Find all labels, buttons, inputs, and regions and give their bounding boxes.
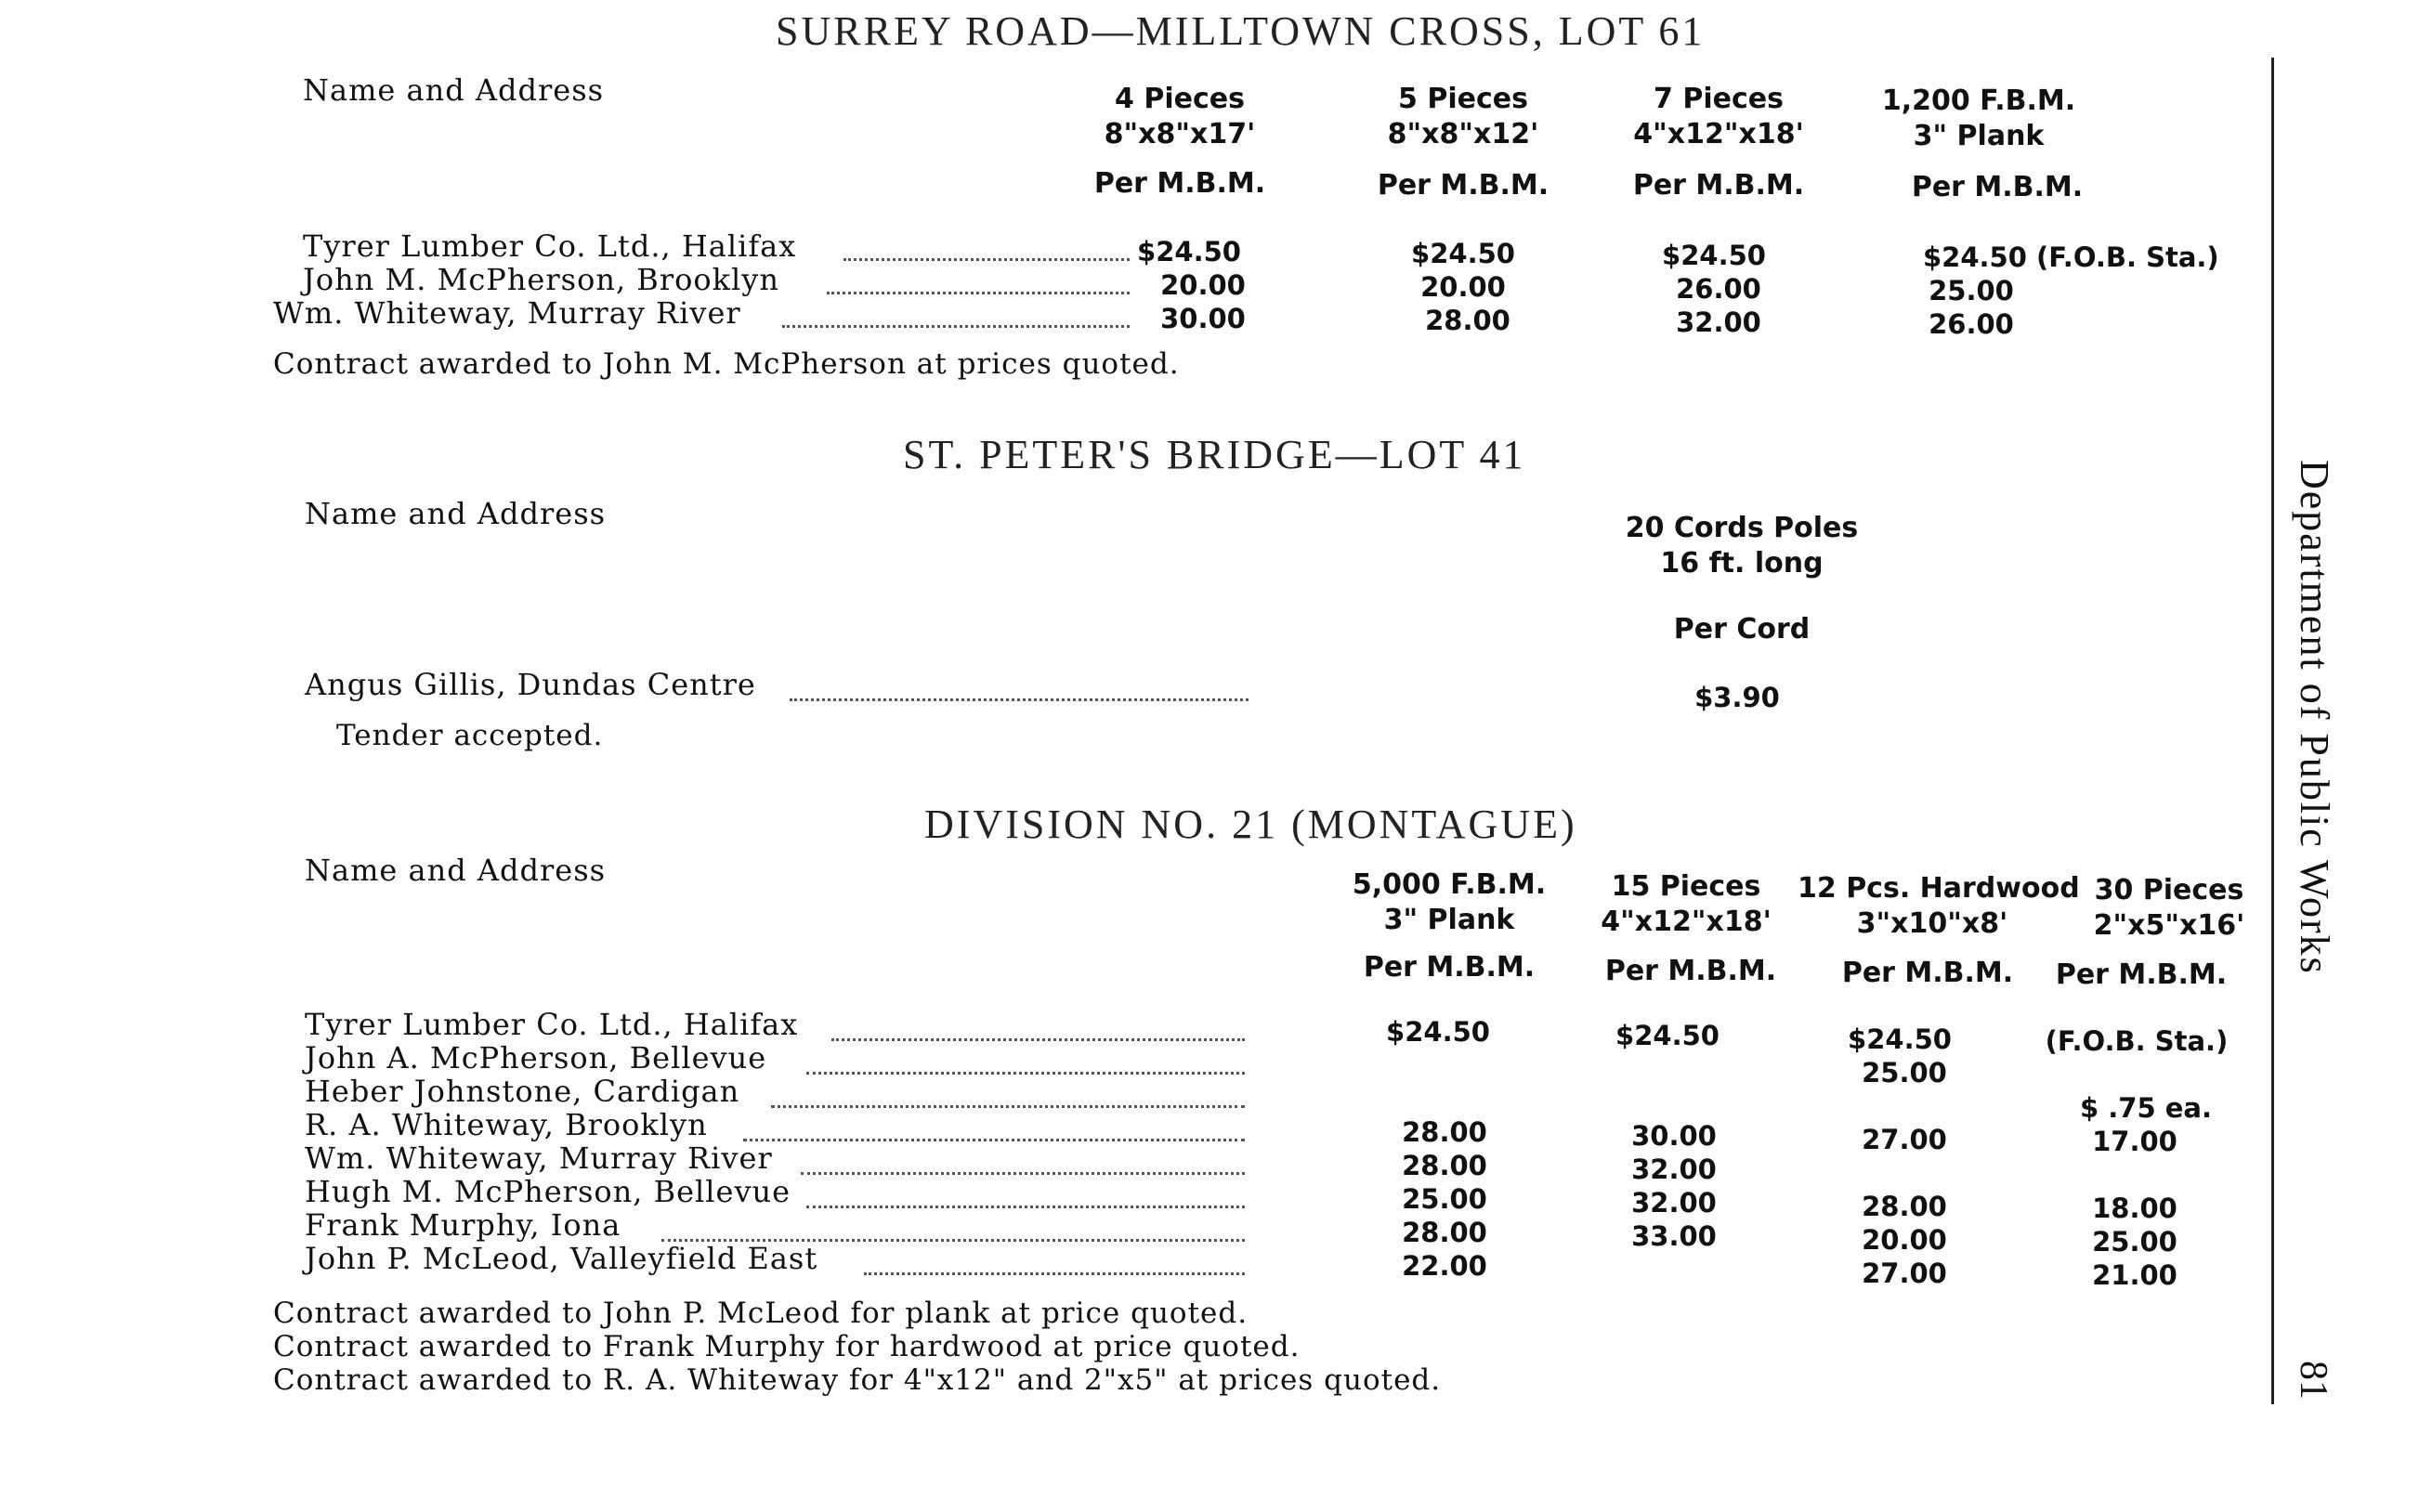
award-note: Tender accepted. [336, 719, 604, 752]
bid-value: 20.00 [1862, 1224, 1947, 1256]
name-address-header: Name and Address [305, 496, 607, 531]
bidder-name: R. A. Whiteway, Brooklyn [305, 1107, 708, 1142]
bidder-name: Tyrer Lumber Co. Ltd., Halifax [303, 228, 797, 264]
column-header [1867, 84, 2090, 154]
bid-value: $24.50 [1411, 238, 1515, 269]
column-header-line1: 20 Cords Poles [1625, 512, 1859, 544]
column-header [1575, 869, 1798, 940]
column-header-line1: 1,200 F.B.M. [1881, 85, 2076, 117]
bid-value: 25.00 [1862, 1057, 1947, 1088]
bid-value: 32.00 [1631, 1154, 1717, 1185]
running-head-title: Department of Public Works [2292, 460, 2337, 975]
column-unit: Per M.B.M. [2055, 958, 2228, 991]
bid-value: $3.90 [1694, 682, 1780, 713]
column-unit: Per M.B.M. [1632, 169, 1805, 202]
column-header-line1: 5 Pieces [1398, 83, 1528, 115]
bid-value: 25.00 [1402, 1183, 1487, 1215]
column-header-line2: 16 ft. long [1660, 547, 1824, 580]
column-header-line2: 4"x12"x18' [1601, 906, 1772, 938]
bid-value: 26.00 [1676, 273, 1761, 305]
column-header [1361, 82, 1565, 152]
bidder-name: Wm. Whiteway, Murray River [273, 295, 741, 331]
bid-value: 26.00 [1929, 308, 2014, 340]
bid-value: 20.00 [1420, 271, 1506, 303]
column-unit: Per M.B.M. [1841, 957, 2014, 989]
bid-value: 25.00 [2092, 1226, 2177, 1258]
column-unit: Per M.B.M. [1911, 171, 2084, 203]
section-title-division-21: DIVISION NO. 21 (MONTAGUE) [924, 802, 1577, 847]
bidder-name: John P. McLeod, Valleyfield East [305, 1241, 818, 1276]
name-address-header: Name and Address [303, 72, 605, 108]
bidder-name: Tyrer Lumber Co. Ltd., Halifax [305, 1007, 799, 1042]
margin-rule [2271, 58, 2274, 1404]
bid-value: $24.50 [1662, 240, 1766, 271]
bidder-name: John M. McPherson, Brooklyn [303, 262, 779, 297]
bid-value: $24.50 [1848, 1023, 1952, 1055]
column-header-line1: 12 Pcs. Hardwood [1798, 872, 2080, 905]
page-number: 81 [2292, 1361, 2334, 1400]
award-note: Contract awarded to John M. McPherson at prices quoted. [273, 347, 1180, 381]
column-header-line1: 4 Pieces [1115, 83, 1245, 115]
column-header [1798, 871, 2080, 942]
award-note: Contract awarded to R. A. Whiteway for 4"x12" and 2"x5" at prices quoted. [273, 1363, 1442, 1397]
column-header [1621, 511, 1863, 581]
column-header-line2: 8"x8"x12' [1387, 118, 1539, 150]
bid-value: 28.00 [1402, 1116, 1487, 1148]
section-title-surrey-road: SURREY ROAD—MILLTOWN CROSS, LOT 61 [776, 8, 1706, 54]
column-header-line2: 3" Plank [1383, 904, 1515, 936]
bid-value: 32.00 [1631, 1187, 1717, 1219]
name-address-header: Name and Address [305, 853, 607, 888]
dot-leader [782, 325, 1130, 328]
bid-value: 30.00 [1160, 303, 1246, 334]
bid-value: 22.00 [1402, 1250, 1487, 1282]
bidder-name: Hugh M. McPherson, Bellevue [305, 1174, 791, 1209]
column-header [1078, 82, 1282, 152]
dot-leader [864, 1272, 1245, 1275]
column-header [1342, 867, 1556, 938]
bidder-name: Heber Johnstone, Cardigan [305, 1074, 740, 1109]
dot-leader [771, 1105, 1245, 1108]
bid-value: 17.00 [2092, 1126, 2177, 1157]
column-unit: Per M.B.M. [1363, 951, 1536, 984]
bid-value: 21.00 [2092, 1259, 2177, 1291]
bidder-name: Angus Gillis, Dundas Centre [305, 667, 756, 702]
bid-value: $24.50 [1137, 236, 1241, 267]
column-header-line2: 4"x12"x18' [1633, 118, 1804, 150]
bid-value: (F.O.B. Sta.) [2045, 1025, 2229, 1057]
bid-value: $24.50 [1615, 1020, 1719, 1051]
column-header-line2: 8"x8"x17' [1104, 118, 1256, 150]
dot-leader [843, 258, 1130, 261]
column-unit: Per M.B.M. [1093, 167, 1266, 200]
column-header-line2: 2"x5"x16' [2093, 909, 2245, 942]
bid-value: $24.50 [1386, 1016, 1490, 1048]
bid-value: 32.00 [1676, 306, 1761, 338]
dot-leader [801, 1172, 1245, 1175]
bidder-name: John A. McPherson, Bellevue [305, 1040, 767, 1075]
column-header-line2: 3" Plank [1913, 120, 2045, 152]
award-note: Contract awarded to John P. McLeod for plank at price quoted. [273, 1297, 1249, 1330]
dot-leader [806, 1206, 1245, 1208]
dot-leader [806, 1072, 1245, 1075]
bid-value: 25.00 [1929, 275, 2014, 306]
bid-value: 30.00 [1631, 1120, 1717, 1152]
column-header [2067, 873, 2271, 944]
bid-value: 28.00 [1862, 1191, 1947, 1222]
column-header [1612, 82, 1825, 152]
award-note: Contract awarded to Frank Murphy for hardwood at price quoted. [273, 1330, 1301, 1363]
bid-value: 33.00 [1631, 1220, 1717, 1252]
bid-value: 27.00 [1862, 1124, 1947, 1155]
bid-value: 28.00 [1425, 305, 1510, 336]
bidder-name: Frank Murphy, Iona [305, 1207, 621, 1243]
column-header-line1: 7 Pieces [1654, 83, 1784, 115]
dot-leader [827, 292, 1130, 294]
column-unit: Per M.B.M. [1377, 169, 1549, 202]
dot-leader [743, 1139, 1245, 1141]
bid-value: 18.00 [2092, 1193, 2177, 1224]
bid-value: 28.00 [1402, 1150, 1487, 1181]
bid-value: 20.00 [1160, 269, 1246, 301]
dot-leader [790, 698, 1249, 701]
bid-value: $24.50 (F.O.B. Sta.) [1923, 241, 2219, 273]
column-header-line1: 5,000 F.B.M. [1352, 868, 1547, 901]
bidder-name: Wm. Whiteway, Murray River [305, 1141, 773, 1176]
bid-value: $ .75 ea. [2080, 1092, 2212, 1124]
bid-value: 27.00 [1862, 1258, 1947, 1289]
bid-value: 28.00 [1402, 1217, 1487, 1248]
column-header-line2: 3"x10"x8' [1856, 907, 2008, 940]
column-header-line1: 15 Pieces [1611, 870, 1761, 903]
column-unit: Per M.B.M. [1604, 955, 1777, 987]
column-unit: Per Cord [1673, 613, 1811, 645]
section-title-st-peters-bridge: ST. PETER'S BRIDGE—LOT 41 [903, 432, 1526, 477]
dot-leader [831, 1038, 1245, 1041]
column-header-line1: 30 Pieces [2094, 874, 2244, 906]
